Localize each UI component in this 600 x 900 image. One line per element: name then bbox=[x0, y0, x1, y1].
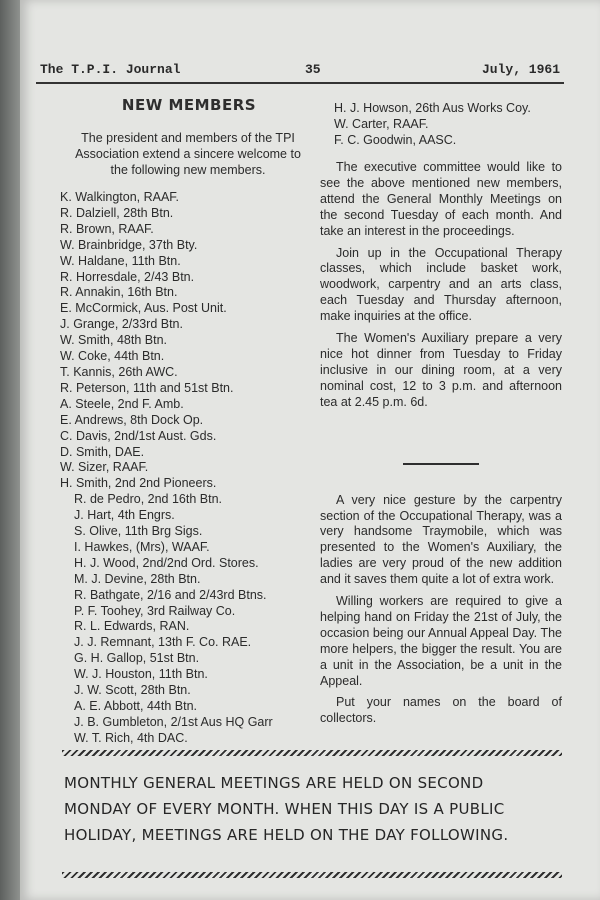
meetings-notice bbox=[64, 770, 564, 848]
member-entry: D. Smith, DAE. bbox=[60, 444, 145, 459]
header-rule bbox=[36, 82, 564, 84]
member-entry: I. Hawkes, (Mrs), WAAF. bbox=[74, 539, 210, 554]
member-entry: R. Horresdale, 2/43 Btn. bbox=[60, 269, 195, 284]
collectors-paragraph: Put your names on the board of collectors. bbox=[320, 695, 562, 726]
binding-spine bbox=[0, 0, 20, 900]
appeal-day-paragraph: Willing workers are required to give a helping hand on Friday the 21st of July, the occasion being our Annual Appeal Day. The more helpers, the bigger the result. You are a unit in the Association, be a unit in the Appeal. bbox=[320, 594, 562, 688]
member-entry: E. Andrews, 8th Dock Op. bbox=[60, 412, 204, 427]
executive-committee-paragraph: The executive committee would like to see the above mentioned new members, attend the General Monthly Meetings on the second Tuesday of each month. And take an interest in the proceedings. bbox=[320, 160, 562, 238]
womens-auxiliary-paragraph: The Women's Auxiliary prepare a very nice hot dinner from Tuesday to Friday inclusive in our dining room, at a very nominal cost, 12 to 3 p.m. and afternoon tea at 2.45 p.m. 6d. bbox=[320, 331, 562, 409]
member-entry: P. F. Toohey, 3rd Railway Co. bbox=[74, 603, 236, 618]
member-entry: H. J. Howson, 26th Aus Works Coy. bbox=[334, 101, 531, 115]
page-header bbox=[40, 60, 560, 84]
member-entry: J. Hart, 4th Engrs. bbox=[74, 508, 175, 523]
decorative-border-top bbox=[62, 750, 562, 756]
member-entry: J. J. Remnant, 13th F. Co. RAE. bbox=[74, 635, 252, 650]
decorative-border-bottom bbox=[62, 872, 562, 878]
welcome-intro: The president and members of the TPI Association extend a sincere welcome to the following new members. bbox=[75, 131, 301, 177]
member-entry: H. J. Wood, 2nd/2nd Ord. Stores. bbox=[74, 555, 259, 570]
member-entry: G. H. Gallop, 51st Btn. bbox=[74, 651, 200, 666]
member-entry: W. Brainbridge, 37th Bty. bbox=[60, 237, 198, 252]
member-entry: M. J. Devine, 28th Btn. bbox=[74, 571, 201, 586]
traymobile-paragraph: A very nice gesture by the carpentry section of the Occupational Therapy, was a very handsome Traymobile, which was presented to the Women's Auxiliary, the ladies are very proud of the new addition and it saves them quite a lot of extra work. bbox=[320, 492, 562, 587]
member-entry: R. Annakin, 16th Btn. bbox=[60, 285, 178, 300]
member-entry: J. W. Scott, 28th Btn. bbox=[74, 683, 191, 698]
member-entry: R. L. Edwards, RAN. bbox=[74, 619, 190, 634]
occupational-therapy-paragraph: Join up in the Occupational Therapy classes, which include basket work, woodwork, carpentry and an arts class, each Tuesday and Thursday afternoon, make inquiries at the office. bbox=[320, 245, 562, 324]
member-entry: W. Sizer, RAAF. bbox=[60, 460, 149, 475]
member-entry: R. Peterson, 11th and 51st Btn. bbox=[60, 380, 234, 395]
member-entry: A. E. Abbott, 44th Btn. bbox=[74, 699, 197, 713]
member-entry: W. T. Rich, 4th DAC. bbox=[74, 730, 188, 745]
notice-line: MONTHLY GENERAL MEETINGS ARE HELD ON SECOND bbox=[64, 774, 484, 792]
page-number: 35 bbox=[305, 62, 321, 77]
member-entry: R. Brown, RAAF. bbox=[60, 221, 154, 236]
member-entry: H. Smith, 2nd 2nd Pioneers. bbox=[60, 476, 217, 491]
member-entry: T. Kannis, 26th AWC. bbox=[60, 364, 178, 379]
member-entry: A. Steele, 2nd F. Amb. bbox=[60, 396, 184, 411]
notice-line: MONDAY OF EVERY MONTH. WHEN THIS DAY IS A PUBLIC bbox=[64, 800, 505, 818]
member-entry: W. Haldane, 11th Btn. bbox=[60, 253, 181, 268]
member-entry: W. Smith, 48th Btn. bbox=[60, 333, 167, 348]
member-entry: R. Dalziell, 28th Btn. bbox=[60, 205, 174, 220]
left-column bbox=[60, 96, 310, 747]
member-entry: J. B. Gumbleton, 2/1st Aus HQ Garr bbox=[74, 714, 273, 729]
member-entry: R. Bathgate, 2/16 and 2/43rd Btns. bbox=[74, 587, 267, 602]
member-entry: W. J. Houston, 11th Btn. bbox=[74, 667, 208, 682]
member-entry: S. Olive, 11th Brg Sigs. bbox=[74, 524, 203, 539]
member-entry: E. McCormick, Aus. Post Unit. bbox=[60, 301, 227, 316]
member-entry: J. Grange, 2/33rd Btn. bbox=[60, 317, 183, 332]
notice-line: HOLIDAY, MEETINGS ARE HELD ON THE DAY FOLLOWING. bbox=[64, 826, 509, 844]
member-entry: W. Carter, RAAF. bbox=[334, 117, 429, 131]
member-entry: F. C. Goodwin, AASC. bbox=[334, 133, 457, 147]
member-entry: C. Davis, 2nd/1st Aust. Gds. bbox=[60, 428, 217, 443]
right-column bbox=[320, 100, 562, 733]
member-entry: W. Coke, 44th Btn. bbox=[60, 349, 165, 364]
members-list bbox=[60, 190, 310, 747]
section-divider bbox=[403, 463, 479, 465]
issue-date: July, 1961 bbox=[481, 62, 560, 77]
new-members-heading: NEW MEMBERS bbox=[121, 96, 257, 114]
member-entry: K. Walkington, RAAF. bbox=[60, 190, 180, 204]
journal-title: The T.P.I. Journal bbox=[40, 62, 181, 77]
member-entry: R. de Pedro, 2nd 16th Btn. bbox=[74, 492, 223, 507]
members-list-continued bbox=[320, 100, 562, 148]
